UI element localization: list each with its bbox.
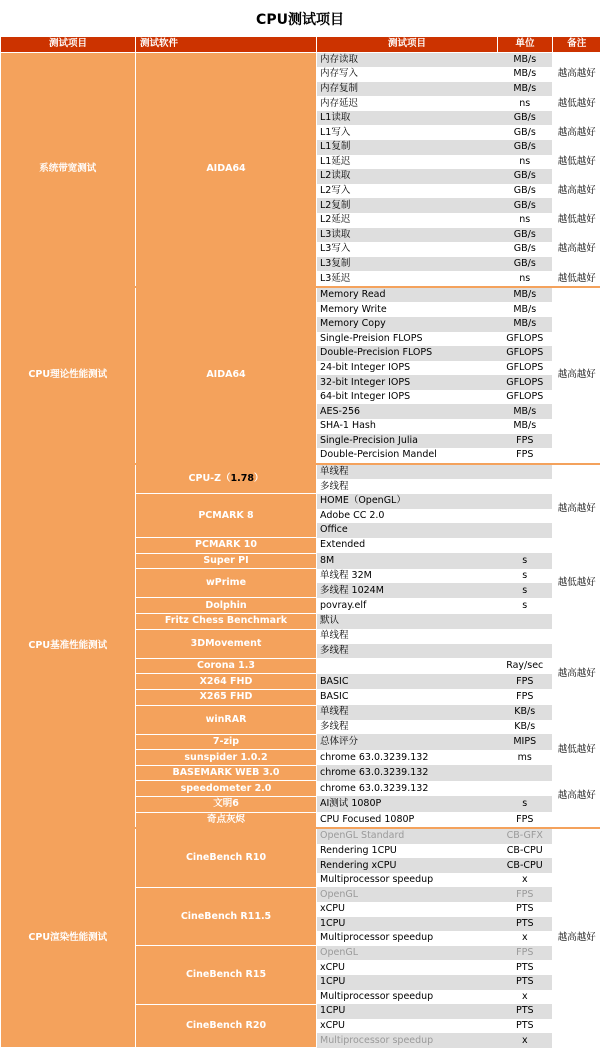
test-item-cell: Multiprocessor speedup: [317, 990, 498, 1005]
table-row: [1, 52, 600, 67]
test-item-cell: 内存复制: [317, 82, 498, 97]
note-cell: 越高越好: [553, 67, 600, 82]
unit-cell: MB/s: [498, 302, 553, 317]
test-item-cell: OpenGL: [317, 887, 498, 902]
note-cell: [553, 82, 600, 97]
test-item-cell: 内存读取: [317, 52, 498, 67]
unit-cell: KB/s: [498, 720, 553, 735]
unit-cell: GFLOPS: [498, 375, 553, 390]
unit-cell: s: [498, 553, 553, 569]
test-item-cell: L1延迟: [317, 155, 498, 170]
unit-cell: s: [498, 598, 553, 614]
test-item-cell: 24-bit Integer IOPS: [317, 361, 498, 376]
test-item-cell: L2延迟: [317, 213, 498, 228]
software-corona: Corona 1.3: [136, 658, 317, 674]
header-test-category: 测试项目: [1, 37, 136, 52]
unit-cell: PTS: [498, 1019, 553, 1034]
unit-cell: GB/s: [498, 228, 553, 243]
note-cell: 越高越好: [553, 765, 600, 828]
test-item-cell: Rendering 1CPU: [317, 844, 498, 859]
unit-cell: CB-CPU: [498, 858, 553, 873]
software-cinebench-r115: CineBench R11.5: [136, 887, 317, 945]
test-item-cell: L2读取: [317, 169, 498, 184]
unit-cell: GB/s: [498, 184, 553, 199]
unit-cell: Ray/sec: [498, 658, 553, 674]
unit-cell: s: [498, 583, 553, 598]
test-item-cell: 多线程: [317, 479, 498, 494]
category-cell: CPU基准性能测试: [1, 464, 136, 828]
test-item-cell: SHA-1 Hash: [317, 419, 498, 434]
test-item-cell: 1CPU: [317, 975, 498, 990]
test-item-cell: Office: [317, 523, 498, 538]
note-cell: 越高越好: [553, 287, 600, 464]
test-item-cell: Double-Precision FLOPS: [317, 346, 498, 361]
note-cell: 越低越好: [553, 155, 600, 170]
test-item-cell: 多线程: [317, 644, 498, 659]
test-item-cell: 多线程 1024M: [317, 583, 498, 598]
software-sunspider: sunspider 1.0.2: [136, 750, 317, 766]
software-civ6: 文明6: [136, 796, 317, 812]
unit-cell: ns: [498, 155, 553, 170]
note-cell: 越高越好: [553, 828, 600, 1048]
test-item-cell: Memory Write: [317, 302, 498, 317]
unit-cell: FPS: [498, 448, 553, 464]
unit-cell: x: [498, 1033, 553, 1048]
test-item-cell: Memory Copy: [317, 317, 498, 332]
test-item-cell: chrome 63.0.3239.132: [317, 765, 498, 781]
unit-cell: [498, 765, 553, 781]
unit-cell: [498, 614, 553, 630]
note-cell: [553, 169, 600, 184]
software-7zip: 7-zip: [136, 734, 317, 750]
software-x265: X265 FHD: [136, 689, 317, 705]
test-item-cell: 8M: [317, 553, 498, 569]
test-item-cell: BASIC: [317, 674, 498, 690]
unit-cell: GFLOPS: [498, 390, 553, 405]
unit-cell: GB/s: [498, 169, 553, 184]
test-item-cell: 单线程 32M: [317, 569, 498, 584]
note-cell: 越高越好: [553, 464, 600, 553]
unit-cell: FPS: [498, 674, 553, 690]
table-header-row: [1, 37, 600, 52]
note-cell: [553, 111, 600, 126]
unit-cell: MB/s: [498, 287, 553, 303]
test-item-cell: Memory Read: [317, 287, 498, 303]
unit-cell: PTS: [498, 1004, 553, 1019]
test-item-cell: chrome 63.0.3239.132: [317, 750, 498, 766]
test-item-cell: Multiprocessor speedup: [317, 1033, 498, 1048]
unit-cell: GB/s: [498, 140, 553, 155]
unit-cell: [498, 494, 553, 509]
test-item-cell: xCPU: [317, 902, 498, 917]
test-item-cell: L3写入: [317, 242, 498, 257]
note-cell: [553, 257, 600, 272]
table-row: [1, 828, 600, 844]
test-item-cell: xCPU: [317, 960, 498, 975]
unit-cell: [498, 629, 553, 644]
unit-cell: GB/s: [498, 125, 553, 140]
unit-cell: GB/s: [498, 257, 553, 272]
unit-cell: GB/s: [498, 198, 553, 213]
test-item-cell: [317, 658, 498, 674]
note-cell: 越低越好: [553, 271, 600, 287]
software-fritz-chess: Fritz Chess Benchmark: [136, 614, 317, 630]
software-winrar: winRAR: [136, 705, 317, 734]
test-item-cell: 单线程: [317, 629, 498, 644]
unit-cell: [498, 464, 553, 480]
software-aida64-theory: AIDA64: [136, 287, 317, 464]
test-item-cell: L1读取: [317, 111, 498, 126]
test-item-cell: 1CPU: [317, 1004, 498, 1019]
unit-cell: MB/s: [498, 317, 553, 332]
unit-cell: x: [498, 990, 553, 1005]
unit-cell: PTS: [498, 917, 553, 932]
test-item-cell: 单线程: [317, 705, 498, 720]
test-item-cell: 1CPU: [317, 917, 498, 932]
header-unit: 单位: [498, 37, 553, 52]
note-cell: [553, 198, 600, 213]
unit-cell: x: [498, 873, 553, 888]
test-item-cell: OpenGL Standard: [317, 828, 498, 844]
test-item-cell: L1复制: [317, 140, 498, 155]
unit-cell: FPS: [498, 434, 553, 449]
unit-cell: MIPS: [498, 734, 553, 750]
test-item-cell: L3复制: [317, 257, 498, 272]
test-item-cell: Multiprocessor speedup: [317, 873, 498, 888]
unit-cell: GB/s: [498, 242, 553, 257]
category-cell: CPU渲染性能测试: [1, 828, 136, 1048]
test-item-cell: Adobe CC 2.0: [317, 509, 498, 524]
software-dolphin: Dolphin: [136, 598, 317, 614]
test-item-cell: xCPU: [317, 1019, 498, 1034]
software-cinebench-r20: CineBench R20: [136, 1004, 317, 1048]
test-item-cell: L3读取: [317, 228, 498, 243]
note-cell: 越高越好: [553, 614, 600, 735]
cpu-test-table: [0, 37, 600, 1048]
test-item-cell: L1写入: [317, 125, 498, 140]
unit-cell: x: [498, 931, 553, 946]
test-item-cell: povray.elf: [317, 598, 498, 614]
unit-cell: FPS: [498, 887, 553, 902]
test-item-cell: 总体评分: [317, 734, 498, 750]
software-pcmark8: PCMARK 8: [136, 494, 317, 538]
note-cell: 越低越好: [553, 553, 600, 613]
unit-cell: FPS: [498, 689, 553, 705]
unit-cell: FPS: [498, 946, 553, 961]
unit-cell: ns: [498, 271, 553, 287]
test-item-cell: Multiprocessor speedup: [317, 931, 498, 946]
software-ashes: 奇点灰烬: [136, 812, 317, 828]
software-3dmovement: 3DMovement: [136, 629, 317, 658]
test-item-cell: BASIC: [317, 689, 498, 705]
test-item-cell: Single-Preision FLOPS: [317, 332, 498, 347]
unit-cell: PTS: [498, 960, 553, 975]
unit-cell: GFLOPS: [498, 361, 553, 376]
test-item-cell: L2写入: [317, 184, 498, 199]
test-item-cell: L3延迟: [317, 271, 498, 287]
test-item-cell: Rendering xCPU: [317, 858, 498, 873]
test-item-cell: Single-Precision Julia: [317, 434, 498, 449]
unit-cell: MB/s: [498, 419, 553, 434]
software-speedometer: speedometer 2.0: [136, 781, 317, 797]
unit-cell: [498, 644, 553, 659]
test-item-cell: 单线程: [317, 464, 498, 480]
unit-cell: FPS: [498, 812, 553, 828]
note-cell: 越低越好: [553, 213, 600, 228]
test-item-cell: OpenGL: [317, 946, 498, 961]
test-item-cell: Double-Percision Mandel: [317, 448, 498, 464]
software-cpuz-label: CPU-Z（: [189, 473, 231, 484]
test-item-cell: AI测试 1080P: [317, 796, 498, 812]
test-item-cell: 64-bit Integer IOPS: [317, 390, 498, 405]
test-item-cell: CPU Focused 1080P: [317, 812, 498, 828]
unit-cell: [498, 538, 553, 554]
test-item-cell: HOME（OpenGL）: [317, 494, 498, 509]
unit-cell: [498, 479, 553, 494]
unit-cell: PTS: [498, 975, 553, 990]
test-item-cell: 默认: [317, 614, 498, 630]
header-test-item: 测试项目: [317, 37, 498, 52]
note-cell: 越低越好: [553, 734, 600, 765]
category-cell: 系统带宽测试: [1, 52, 136, 287]
unit-cell: GFLOPS: [498, 332, 553, 347]
note-cell: 越高越好: [553, 184, 600, 199]
category-cell: CPU理论性能测试: [1, 287, 136, 464]
page-title: CPU测试项目: [0, 0, 600, 37]
test-item-cell: 32-bit Integer IOPS: [317, 375, 498, 390]
software-cpuz-close: ）: [254, 473, 264, 484]
unit-cell: GFLOPS: [498, 346, 553, 361]
unit-cell: [498, 781, 553, 797]
software-cinebench-r10: CineBench R10: [136, 828, 317, 887]
unit-cell: [498, 523, 553, 538]
software-basemark: BASEMARK WEB 3.0: [136, 765, 317, 781]
note-cell: 越高越好: [553, 242, 600, 257]
test-item-cell: Extended: [317, 538, 498, 554]
unit-cell: s: [498, 569, 553, 584]
note-cell: [553, 228, 600, 243]
unit-cell: [498, 509, 553, 524]
unit-cell: ms: [498, 750, 553, 766]
unit-cell: GB/s: [498, 111, 553, 126]
unit-cell: s: [498, 796, 553, 812]
software-superpi: Super PI: [136, 553, 317, 569]
note-cell: 越低越好: [553, 96, 600, 111]
note-cell: [553, 140, 600, 155]
note-cell: [553, 52, 600, 67]
software-cpuz-version: 1.78: [231, 473, 254, 484]
table-row: [1, 464, 600, 480]
software-cinebench-r15: CineBench R15: [136, 946, 317, 1004]
test-item-cell: chrome 63.0.3239.132: [317, 781, 498, 797]
test-item-cell: AES-256: [317, 404, 498, 419]
table-row: [1, 287, 600, 303]
header-software: 测试软件: [136, 37, 317, 52]
unit-cell: MB/s: [498, 52, 553, 67]
test-item-cell: 内存延迟: [317, 96, 498, 111]
unit-cell: MB/s: [498, 82, 553, 97]
unit-cell: PTS: [498, 902, 553, 917]
software-wprime: wPrime: [136, 569, 317, 598]
software-aida64-bandwidth: AIDA64: [136, 52, 317, 287]
unit-cell: ns: [498, 213, 553, 228]
header-note: 备注: [553, 37, 600, 52]
software-x264: X264 FHD: [136, 674, 317, 690]
test-item-cell: L2复制: [317, 198, 498, 213]
unit-cell: MB/s: [498, 404, 553, 419]
unit-cell: CB-GFX: [498, 828, 553, 844]
software-pcmark10: PCMARK 10: [136, 538, 317, 554]
unit-cell: CB-CPU: [498, 844, 553, 859]
note-cell: 越高越好: [553, 125, 600, 140]
software-cpuz: [136, 464, 317, 494]
unit-cell: KB/s: [498, 705, 553, 720]
unit-cell: ns: [498, 96, 553, 111]
test-item-cell: 内存写入: [317, 67, 498, 82]
unit-cell: MB/s: [498, 67, 553, 82]
test-item-cell: 多线程: [317, 720, 498, 735]
